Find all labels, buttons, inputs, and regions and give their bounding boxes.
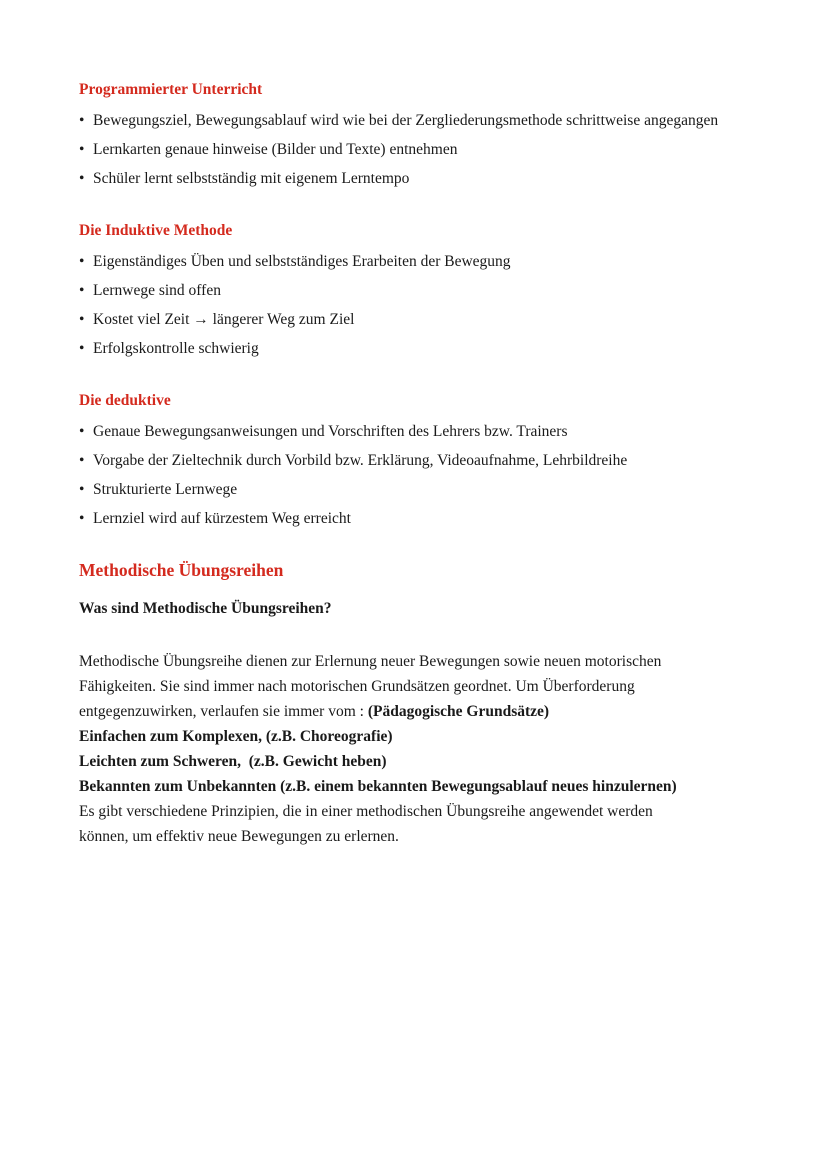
bullet-icon: • — [79, 112, 85, 129]
principle-line: Einfachen zum Komplexen, (z.B. Choreografie) — [79, 728, 393, 745]
bullet-icon: • — [79, 311, 85, 328]
list-item-text: Strukturierte Lernwege — [93, 481, 238, 498]
sub-question: Was sind Methodische Übungsreihen? — [79, 600, 332, 617]
list-item — [79, 305, 779, 334]
section-heading: Programmierter Unterricht — [79, 81, 263, 98]
section-heading: Methodische Übungsreihen — [79, 560, 284, 580]
paragraph-text: entgegenzuwirken, verlaufen sie immer vom : — [79, 703, 368, 720]
list-item-text: Schüler lernt selbstständig mit eigenem Lerntempo — [93, 170, 410, 187]
list-item-text: Kostet viel Zeit → längerer Weg zum Ziel — [93, 311, 355, 328]
list-item — [79, 475, 779, 504]
bullet-icon: • — [79, 282, 85, 299]
section-heading: Die deduktive — [79, 392, 171, 409]
list-item-text: Genaue Bewegungsanweisungen und Vorschriften des Lehrers bzw. Trainers — [93, 423, 568, 440]
paragraph-line — [79, 699, 779, 724]
section-programmierter-unterricht — [79, 80, 779, 193]
list-item-text: Erfolgskontrolle schwierig — [93, 340, 259, 357]
list-item — [79, 135, 779, 164]
bullet-list — [79, 247, 779, 363]
bullet-icon: • — [79, 452, 85, 469]
section-heading: Die Induktive Methode — [79, 222, 233, 239]
paragraph-line: Methodische Übungsreihe dienen zur Erlernung neuer Bewegungen sowie neuen motorischen — [79, 653, 662, 670]
bullet-icon: • — [79, 423, 85, 440]
list-item-text: Eigenständiges Üben und selbstständiges Erarbeiten der Bewegung — [93, 253, 511, 270]
section-induktive-methode — [79, 221, 779, 363]
bullet-icon: • — [79, 340, 85, 357]
list-item — [79, 417, 779, 446]
list-item — [79, 106, 779, 135]
list-item — [79, 446, 779, 475]
bullet-icon: • — [79, 141, 85, 158]
bullet-icon: • — [79, 510, 85, 527]
section-methodische-uebungsreihen — [79, 559, 779, 849]
bullet-list — [79, 417, 779, 533]
list-item — [79, 164, 779, 193]
list-item — [79, 276, 779, 305]
paragraph-bold-text: (Pädagogische Grundsätze) — [367, 703, 550, 720]
list-item-text: Lernkarten genaue hinweise (Bilder und Texte) entnehmen — [93, 141, 458, 158]
list-item-text: Vorgabe der Zieltechnik durch Vorbild bzw. Erklärung, Videoaufnahme, Lehrbildreihe — [93, 452, 628, 469]
list-item — [79, 334, 779, 363]
list-item-text: Lernwege sind offen — [93, 282, 221, 299]
paragraph-line: Es gibt verschiedene Prinzipien, die in einer methodischen Übungsreihe angewendet werden — [79, 803, 653, 820]
principle-line: Bekannten zum Unbekannten (z.B. einem bekannten Bewegungsablauf neues hinzulernen) — [79, 778, 677, 795]
bullet-icon: • — [79, 481, 85, 498]
principle-line: Leichten zum Schweren, (z.B. Gewicht heben) — [79, 753, 387, 770]
bullet-list — [79, 106, 779, 193]
list-item — [79, 504, 779, 533]
bullet-icon: • — [79, 253, 85, 270]
document-page — [79, 80, 779, 849]
section-deduktive-methode — [79, 391, 779, 533]
list-item-text: Lernziel wird auf kürzestem Weg erreicht — [93, 510, 351, 527]
list-item-text: Bewegungsziel, Bewegungsablauf wird wie bei der Zergliederungsmethode schrittweise angegangen — [93, 112, 719, 129]
paragraph-line: können, um effektiv neue Bewegungen zu erlernen. — [79, 828, 399, 845]
paragraph-line: Fähigkeiten. Sie sind immer nach motorischen Grundsätzen geordnet. Um Überforderung — [79, 678, 635, 695]
bullet-icon: • — [79, 170, 85, 187]
list-item — [79, 247, 779, 276]
body-paragraph — [79, 649, 779, 849]
